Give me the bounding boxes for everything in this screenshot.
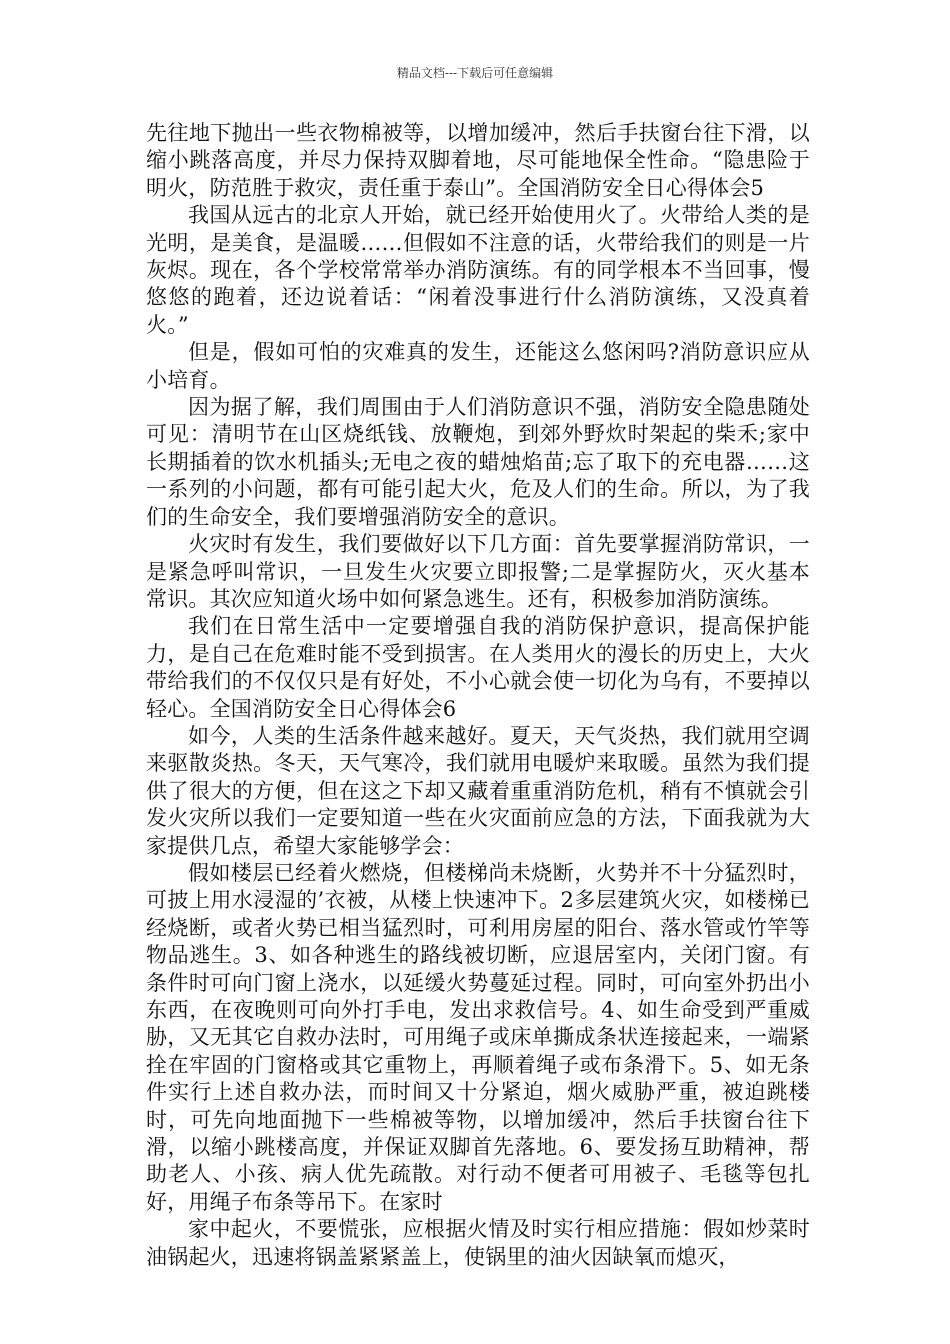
paragraph: 如今，人类的生活条件越来越好。夏天，天气炎热，我们就用空调来驱散炎热。冬天，天气寒冷，我们就用电暖炉来取暖。虽然为我们提供了很大的方便，但在这之下却又藏着重重消防危机，稍有不慎就会引发火灾所以我们一定要知道一些在火灾面前应急的方法，下面我就为大家提供几点，希望大家能够学会：	[146, 723, 810, 858]
page-header: 精品文档---下载后可任意编辑	[396, 66, 554, 80]
paragraph: 我们在日常生活中一定要增强自我的消防保护意识，提高保护能力，是自己在危难时能不受到损害。在人类用火的漫长的历史上，大火带给我们的不仅仅只是有好处，不小心就会使一切化为乌有，不要掉以轻心。全国消防安全日心得体会6	[146, 614, 810, 721]
paragraph: 但是，假如可怕的灾难真的发生，还能这么悠闲吗?消防意识应从小培育。	[146, 340, 810, 392]
paragraph: 火灾时有发生，我们要做好以下几方面：首先要掌握消防常识，一是紧急呼叫常识，一旦发生火灾要立即报警;二是掌握防火，灭火基本常识。其次应知道火场中如何紧急逃生。还有，积极参加消防演练。	[146, 532, 810, 611]
document-body	[146, 120, 810, 1271]
paragraph: 因为据了解，我们周围由于人们消防意识不强，消防安全隐患随处可见：清明节在山区烧纸钱、放鞭炮，到郊外野炊时架起的柴禾;家中长期插着的饮水机插头;无电之夜的蜡烛焰苗;忘了取下的充电器……这一系列的小问题，都有可能引起大火，危及人们的生命。所以，为了我们的生命安全，我们要增强消防安全的意识。	[146, 395, 810, 529]
paragraph-continuation: 先往地下抛出一些衣物棉被等，以增加缓冲，然后手扶窗台往下滑，以缩小跳落高度，并尽力保持双脚着地，尽可能地保全性命。“隐患险于明火，防范胜于救灾，责任重于泰山”。全国消防安全日心得体会5	[146, 121, 810, 200]
paragraph: 家中起火，不要慌张，应根据火情及时实行相应措施：假如炒菜时油锅起火，迅速将锅盖紧紧盖上，使锅里的油火因缺氧而熄灭，	[146, 1217, 810, 1269]
paragraph: 我国从远古的北京人开始，就已经开始使用火了。火带给人类的是光明，是美食，是温暖……但假如不注意的话，火带给我们的则是一片灰烬。现在，各个学校常常举办消防演练。有的同学根本不当回事，慢悠悠的跑着，还边说着话：“闲着没事进行什么消防演练，又没真着火。”	[146, 203, 810, 337]
paragraph: 假如楼层已经着火燃烧，但楼梯尚未烧断，火势并不十分猛烈时，可披上用水浸湿的’衣被，从楼上快速冲下。2多层建筑火灾，如楼梯已经烧断，或者火势已相当猛烈时，可利用房屋的阳台、落水管或竹竿等物品逃生。3、如各种逃生的路线被切断，应退居室内，关闭门窗。有条件时可向门窗上浇水，以延缓火势蔓延过程。同时，可向室外扔出小东西，在夜晚则可向外打手电，发出求救信号。4、如生命受到严重威胁，又无其它自救办法时，可用绳子或床单撕成条状连接起来，一端紧拴在牢固的门窗格或其它重物上，再顺着绳子或布条滑下。5、如无条件实行上述自救办法，而时间又十分紧迫，烟火威胁严重，被迫跳楼时，可先向地面抛下一些棉被等物，以增加缓冲，然后手扶窗台往下滑，以缩小跳楼高度，并保证双脚首先落地。6、要发扬互助精神，帮助老人、小孩、病人优先疏散。对行动不便者可用被子、毛毯等包扎好，用绳子布条等吊下。在家时	[146, 860, 810, 1214]
